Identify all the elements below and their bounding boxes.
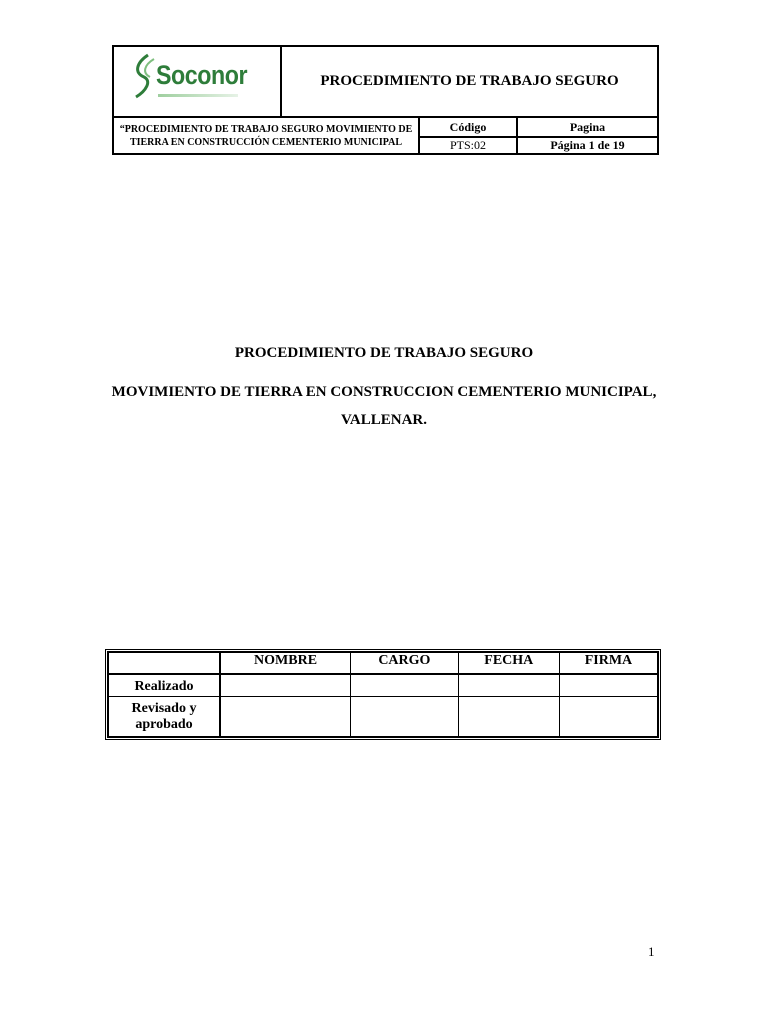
nombre-cell[interactable] (220, 674, 351, 697)
logo-text: Soconor (156, 60, 248, 90)
logo-tagline-bar (158, 94, 238, 97)
firma-cell[interactable] (559, 697, 657, 737)
header-subtitle: “PROCEDIMIENTO DE TRABAJO SEGURO MOVIMIENTO DE TIERRA EN CONSTRUCCIÓN CEMENTERIO MUNICIPAL (119, 123, 413, 148)
cargo-cell[interactable] (351, 674, 459, 697)
table-corner-cell (109, 653, 221, 675)
nombre-cell[interactable] (220, 697, 351, 737)
main-subtitle-line2: VALLENAR. (341, 412, 427, 428)
cargo-cell[interactable] (351, 697, 459, 737)
table-header-row (109, 653, 658, 675)
column-header-fecha: FECHA (458, 653, 559, 675)
column-header-cargo: CARGO (351, 653, 459, 675)
logo-cell (114, 47, 282, 116)
signoff-table (105, 649, 661, 740)
fecha-cell[interactable] (458, 674, 559, 697)
main-title: PROCEDIMIENTO DE TRABAJO SEGURO (234, 345, 534, 361)
document-header (112, 45, 659, 155)
code-value: PTS:02 (449, 138, 486, 152)
page-number: 1 (648, 944, 655, 959)
fecha-cell[interactable] (458, 697, 559, 737)
firma-cell[interactable] (559, 674, 657, 697)
header-title: PROCEDIMIENTO DE TRABAJO SEGURO (320, 73, 619, 89)
column-header-nombre: NOMBRE (220, 653, 351, 675)
code-label: Código (449, 119, 487, 134)
column-header-firma: FIRMA (559, 653, 657, 675)
row-label-realizado: Realizado (109, 674, 221, 697)
page-value: Página 1 de 19 (550, 138, 625, 152)
page-label: Pagina (569, 119, 606, 134)
table-row (109, 674, 658, 697)
company-logo (136, 53, 246, 101)
row-label-revisado: Revisado y aprobado (109, 697, 221, 737)
table-row (109, 697, 658, 737)
main-subtitle-line1: MOVIMIENTO DE TIERRA EN CONSTRUCCION CEMENTERIO MUNICIPAL, (111, 384, 657, 400)
